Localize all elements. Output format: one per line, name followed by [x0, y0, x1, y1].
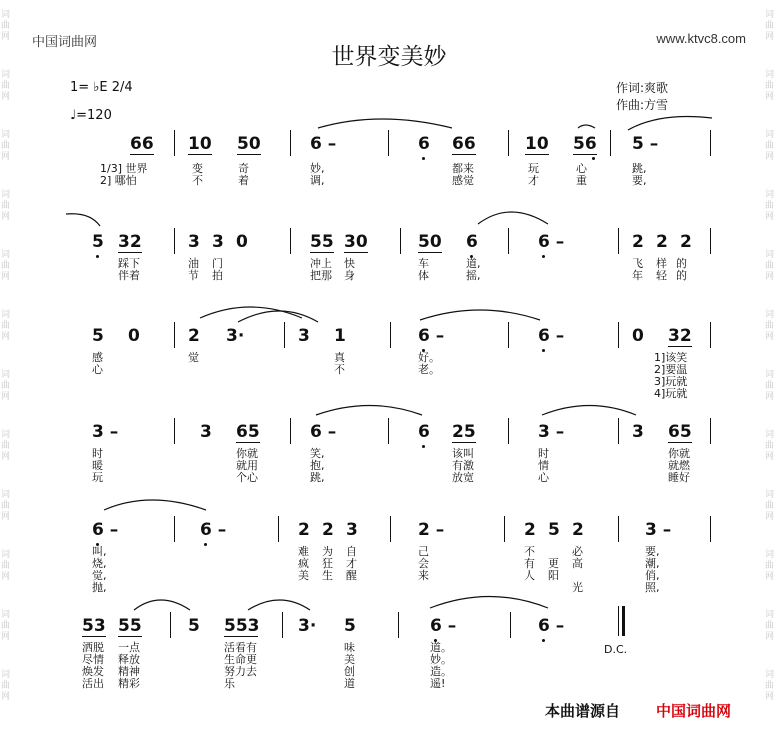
lyric: 不: [524, 545, 535, 558]
note: 53: [82, 616, 106, 636]
lyric: 就用: [236, 459, 258, 472]
barline: [388, 130, 389, 156]
lyric: 1]该笑: [654, 351, 688, 364]
note: 50: [418, 232, 442, 252]
lyric: 变: [192, 162, 203, 175]
watermark-text: 词曲网: [1, 190, 11, 222]
barline: [398, 612, 399, 638]
note: 3: [200, 422, 212, 442]
barline: [290, 228, 291, 254]
barline: [290, 418, 291, 444]
lyric: 叫,: [92, 545, 107, 558]
barline: [174, 418, 175, 444]
slur: [66, 214, 100, 226]
slur: [430, 597, 548, 609]
watermark-text: 词曲网: [1, 550, 11, 582]
key-signature: 1= ♭E 2/4: [70, 80, 133, 95]
lyric: 精彩: [118, 677, 140, 690]
watermark-text: 词曲网: [765, 130, 775, 162]
lyric: 不: [334, 363, 345, 376]
lyric: 道,: [466, 257, 481, 270]
dc-marking: D.C.: [604, 643, 628, 656]
underline: [418, 252, 442, 253]
lyric: 该叫: [452, 447, 474, 460]
lyric: 烧,: [92, 557, 107, 570]
lyric: 为: [322, 545, 333, 558]
note: 3 –: [538, 422, 565, 442]
barline: [390, 516, 391, 542]
note: 2: [632, 232, 644, 252]
note: 65: [236, 422, 260, 442]
lyric: 车: [418, 257, 429, 270]
barline: [710, 228, 711, 254]
lyric: 笑,: [310, 447, 325, 460]
underline: [236, 442, 260, 443]
lyric: 跳,: [310, 471, 325, 484]
watermark-text: 词曲网: [1, 490, 11, 522]
lyric: 奇: [238, 162, 249, 175]
lyric: 暖: [92, 459, 103, 472]
lyric: 2] 哪怕: [100, 174, 137, 187]
watermark-text: 词曲网: [765, 490, 775, 522]
barline: [390, 322, 391, 348]
octave-dot: [422, 157, 425, 160]
barline: [174, 516, 175, 542]
lyric: 时: [92, 447, 103, 460]
lyric: 真: [334, 351, 345, 364]
underline: [188, 154, 212, 155]
note: 2: [656, 232, 668, 252]
lyric: 踩下 伴着: [118, 257, 140, 282]
lyric: 洒脱: [82, 641, 104, 654]
note: 25: [452, 422, 476, 442]
note: 10: [188, 134, 212, 154]
barline: [510, 612, 511, 638]
note: 3: [212, 232, 224, 252]
barline: [508, 130, 509, 156]
lyric: 照,: [645, 581, 660, 594]
underline: [118, 636, 142, 637]
lyric: 冲上: [310, 257, 332, 270]
slur: [248, 600, 310, 610]
note: 66: [130, 134, 154, 154]
barline: [508, 322, 509, 348]
note: 65: [668, 422, 692, 442]
note: 3 –: [92, 422, 119, 442]
lyric: 身: [344, 269, 355, 282]
lyric: 美: [344, 653, 355, 666]
lyric: 放宽: [452, 471, 474, 484]
lyric: 生: [322, 569, 333, 582]
note: 3·: [226, 326, 245, 346]
lyric: 摇,: [466, 269, 481, 282]
lyric: 抛,: [92, 581, 107, 594]
lyric: 感: [92, 351, 103, 364]
note: 6 –: [310, 134, 337, 154]
lyric: 造。: [430, 665, 452, 678]
lyric: 觉,: [92, 569, 107, 582]
note: 55: [310, 232, 334, 252]
note: 6 –: [538, 616, 565, 636]
slur: [238, 311, 318, 322]
tempo-marking: ♩=120: [70, 108, 112, 123]
octave-dot: [96, 255, 99, 258]
lyric: 3]玩就: [654, 375, 688, 388]
lyric: 老。: [418, 363, 440, 376]
source-label: 本曲谱源自: [545, 702, 621, 720]
watermark-text: 词曲网: [765, 70, 775, 102]
note: 5: [92, 326, 104, 346]
watermark-text: 词曲网: [1, 670, 11, 702]
barline: [710, 418, 711, 444]
barline: [508, 418, 509, 444]
octave-dot: [422, 445, 425, 448]
lyric: 阳: [548, 569, 559, 582]
lyric: 更: [548, 557, 559, 570]
watermark-text: 词曲网: [765, 250, 775, 282]
note: 3: [346, 520, 358, 540]
lyric: 心: [576, 162, 587, 175]
lyric: 疯: [298, 557, 309, 570]
lyric: 妙,: [310, 162, 325, 175]
note: 2: [524, 520, 536, 540]
lyric: 活看有: [224, 641, 257, 654]
note: 6: [466, 232, 478, 252]
underline: [344, 252, 368, 253]
lyric: 感觉: [452, 174, 474, 187]
note: 553: [224, 616, 260, 636]
song-title: 世界变美妙: [331, 44, 447, 70]
barline: [400, 228, 401, 254]
lyric: 跳,: [632, 162, 647, 175]
note: 0: [632, 326, 644, 346]
lyric: 门: [212, 257, 223, 270]
lyric: 高: [572, 557, 583, 570]
lyric: 年: [632, 269, 643, 282]
barline: [618, 322, 619, 348]
lyric: 焕发: [82, 665, 104, 678]
lyric: 难: [298, 545, 309, 558]
lyric: 必: [572, 545, 583, 558]
underline: [525, 154, 549, 155]
site-url[interactable]: www.ktvc8.com: [656, 31, 746, 46]
lyric: 的: [676, 269, 687, 282]
note: 6 –: [92, 520, 119, 540]
lyric: 才: [346, 557, 357, 570]
lyric: 调,: [310, 174, 325, 187]
watermark-text: 词曲网: [1, 310, 11, 342]
note: 5 –: [632, 134, 659, 154]
note: 3 –: [645, 520, 672, 540]
barline: [710, 322, 711, 348]
barline: [710, 130, 711, 156]
lyric: 一点: [118, 641, 140, 654]
lyric: 个心: [236, 471, 258, 484]
note: 3: [188, 232, 200, 252]
lyric: 美: [298, 569, 309, 582]
note: 30: [344, 232, 368, 252]
lyric: 2]要温: [654, 363, 688, 376]
lyric: 要,: [632, 174, 647, 187]
barline: [508, 228, 509, 254]
site-name-left: 中国词曲网: [32, 35, 98, 50]
underline: [668, 346, 692, 347]
underline: [82, 636, 106, 637]
lyric: 精神: [118, 665, 140, 678]
watermark-text: 词曲网: [765, 10, 775, 42]
barline: [618, 418, 619, 444]
octave-dot: [204, 543, 207, 546]
lyric: 都来: [452, 162, 474, 175]
lyric: 才: [528, 174, 539, 187]
lyric: 节: [188, 269, 199, 282]
lyric: 己: [418, 545, 429, 558]
watermark-text: 词曲网: [765, 430, 775, 462]
barline: [282, 612, 283, 638]
underline: [224, 636, 258, 637]
slur: [628, 117, 712, 131]
watermark-text: 词曲网: [765, 190, 775, 222]
lyric: 时: [538, 447, 549, 460]
lyricist: 作词:爽歌: [616, 81, 669, 95]
note: 3: [632, 422, 644, 442]
lyric: 睡好: [668, 471, 690, 484]
note: 2: [572, 520, 584, 540]
barline: [174, 130, 175, 156]
lyric: 4]玩就: [654, 387, 688, 400]
underline: [668, 442, 692, 443]
note: 2: [322, 520, 334, 540]
note: 6 –: [200, 520, 227, 540]
slur: [478, 212, 548, 224]
underline: [452, 442, 476, 443]
slur: [104, 500, 206, 510]
lyric: 道: [344, 677, 355, 690]
watermark-text: 词曲网: [1, 370, 11, 402]
lyric: 乐: [224, 677, 235, 690]
barline: [710, 516, 711, 542]
barline: [284, 322, 285, 348]
note: 2: [680, 232, 692, 252]
lyric: 重: [576, 174, 587, 187]
lyric: 人: [524, 569, 535, 582]
lyric: 轻: [656, 269, 667, 282]
lyric: 就燃: [668, 459, 690, 472]
lyric: 你就: [668, 447, 690, 460]
lyric: 1/3] 世界: [100, 162, 148, 175]
barline-final: [618, 606, 619, 636]
note: 3: [298, 326, 310, 346]
lyric: 醒: [346, 569, 357, 582]
lyric: 会: [418, 557, 429, 570]
composer: 作曲:方雪: [616, 98, 669, 112]
lyric: 尽情: [82, 653, 104, 666]
note: 0: [236, 232, 248, 252]
slur: [420, 310, 540, 320]
lyric: 创: [344, 665, 355, 678]
lyric: 你就: [236, 447, 258, 460]
note: 6 –: [538, 326, 565, 346]
barline: [278, 516, 279, 542]
lyric: 心: [92, 363, 103, 376]
lyric: 遥!: [430, 677, 446, 690]
note: 2 –: [418, 520, 445, 540]
octave-dot: [542, 255, 545, 258]
barline: [174, 228, 175, 254]
note: 6 –: [310, 422, 337, 442]
lyric: 样: [656, 257, 667, 270]
lyric: 潮,: [645, 557, 660, 570]
barline-final: [622, 606, 625, 636]
lyric: 抱,: [310, 459, 325, 472]
watermark-text: 词曲网: [1, 70, 11, 102]
barline: [610, 130, 611, 156]
lyric: 努力去: [224, 665, 257, 678]
lyric: 心: [538, 471, 549, 484]
watermark-text: 词曲网: [1, 610, 11, 642]
slur: [542, 406, 636, 416]
lyric: 要,: [645, 545, 660, 558]
watermark-text: 词曲网: [1, 250, 11, 282]
note: 0: [128, 326, 140, 346]
barline: [170, 612, 171, 638]
note: 6: [418, 422, 430, 442]
watermark-text: 词曲网: [765, 310, 775, 342]
watermark-text: 词曲网: [1, 130, 11, 162]
lyric: 有激: [452, 459, 474, 472]
watermark-text: 词曲网: [765, 610, 775, 642]
note: 5: [92, 232, 104, 252]
note: 6: [418, 134, 430, 154]
lyric: 不: [192, 174, 203, 187]
note: 6 –: [430, 616, 457, 636]
barline: [618, 228, 619, 254]
lyric: 情: [538, 459, 549, 472]
underline: [237, 154, 261, 155]
watermark-text: 词曲网: [1, 430, 11, 462]
barline: [174, 322, 175, 348]
lyric: 有: [524, 557, 535, 570]
note: 6 –: [418, 326, 445, 346]
lyric: 飞: [632, 257, 643, 270]
watermark-text: 词曲网: [1, 10, 11, 42]
lyric: 玩: [528, 162, 539, 175]
note: 1: [334, 326, 346, 346]
octave-dot: [542, 349, 545, 352]
lyric: 味: [344, 641, 355, 654]
lyric: 好。: [418, 351, 440, 364]
octave-dot: [592, 157, 595, 160]
lyric: 光: [572, 581, 583, 594]
lyric: 拍: [212, 269, 223, 282]
lyric: 生命更: [224, 653, 257, 666]
watermark-text: 词曲网: [765, 370, 775, 402]
lyric: 把那: [310, 269, 332, 282]
note: 5: [344, 616, 356, 636]
lyric: 道。: [430, 641, 452, 654]
lyric: 玩: [92, 471, 103, 484]
barline: [388, 418, 389, 444]
note: 2: [188, 326, 200, 346]
note: 3·: [298, 616, 317, 636]
lyric: 来: [418, 569, 429, 582]
slur: [578, 125, 595, 128]
note: 10: [525, 134, 549, 154]
slur: [134, 600, 190, 610]
octave-dot: [542, 639, 545, 642]
lyric: 活出: [82, 677, 104, 690]
watermark-text: 词曲网: [765, 670, 775, 702]
note: 66: [452, 134, 476, 154]
underline: [310, 252, 334, 253]
source-site-link[interactable]: 中国词曲网: [656, 702, 732, 720]
lyric: 释放: [118, 653, 140, 666]
barline: [504, 516, 505, 542]
lyric: 觉: [188, 351, 199, 364]
barline: [290, 130, 291, 156]
note: 6 –: [538, 232, 565, 252]
lyric: 着: [238, 174, 249, 187]
underline: [118, 252, 142, 253]
note: 2: [298, 520, 310, 540]
underline: [130, 154, 154, 155]
lyric: 俏,: [645, 569, 660, 582]
slur: [318, 119, 452, 128]
lyric: 妙。: [430, 653, 452, 666]
lyric: 自: [346, 545, 357, 558]
lyric: 的: [676, 257, 687, 270]
watermark-text: 词曲网: [765, 550, 775, 582]
underline: [573, 154, 597, 155]
note: 5: [548, 520, 560, 540]
note: 55: [118, 616, 142, 636]
barline: [618, 516, 619, 542]
note: 56: [573, 134, 597, 154]
note: 32: [668, 326, 692, 346]
note: 50: [237, 134, 261, 154]
note: 5: [188, 616, 200, 636]
lyric: 体: [418, 269, 429, 282]
lyric: 狂: [322, 557, 333, 570]
slur: [316, 406, 422, 416]
note: 32: [118, 232, 142, 252]
underline: [452, 154, 476, 155]
lyric: 快: [344, 257, 355, 270]
lyric: 油: [188, 257, 199, 270]
